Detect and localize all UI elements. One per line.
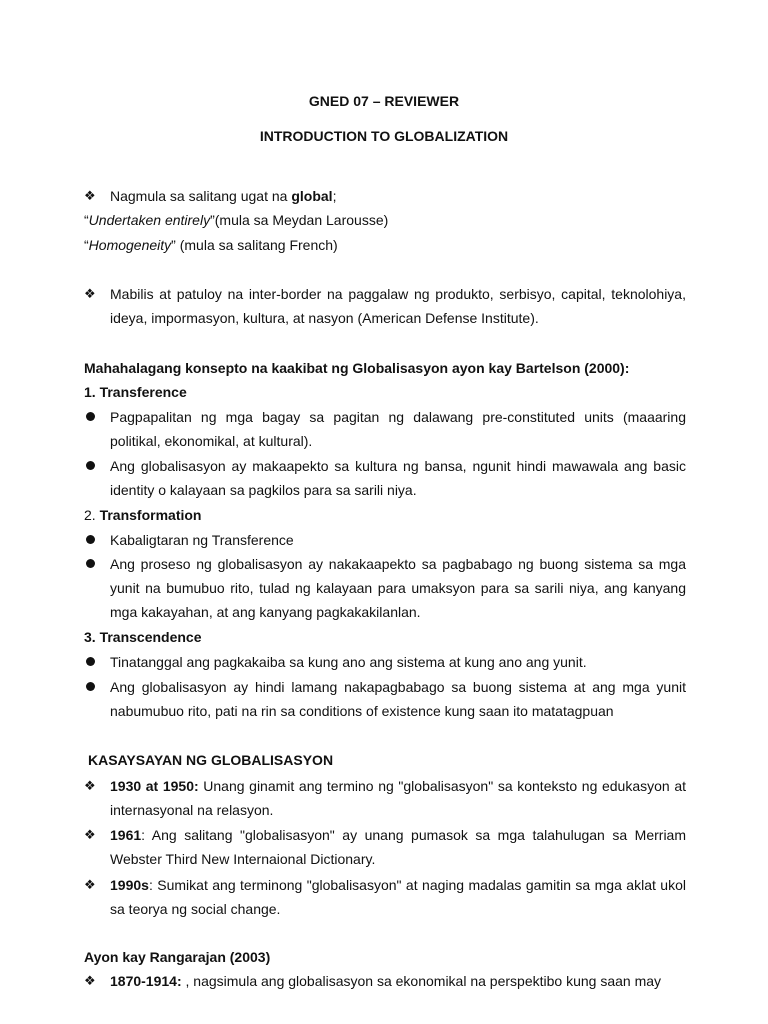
dot-bullet-icon [86, 682, 95, 691]
intro-item-origin: Nagmula sa salitang ugat na global; [110, 188, 337, 204]
diamond-bullet-icon: ❖ [84, 286, 96, 301]
transcendence-bullet-1: Tinatanggal ang pagkakaiba sa kung ano ang sistema at kung ano ang yunit. [110, 654, 587, 670]
transformation-bullet-2: Ang proseso ng globalisasyon ay nakakaapekto sa pagbabago ng buong sistema sa mga yunit na bumubuo rito, tulad ng kalayaan para umaksyon para sa sarili niya, ang kanyang mga kakayahan, at ang kanyang pagkakakilanlan. [110, 556, 686, 620]
diamond-bullet-icon: ❖ [84, 778, 96, 793]
dot-bullet-icon [86, 657, 95, 666]
transference-bullet-2: Ang globalisasyon ay makaapekto sa kultura ng bansa, ngunit hindi mawawala ang basic identity o kalayaan sa pagkilos para sa sarili niya. [110, 458, 686, 498]
dot-bullet-icon [86, 412, 95, 421]
dot-bullet-icon [86, 535, 95, 544]
history-item: 1990s: Sumikat ang terminong "globalisasyon" at naging madalas gamitin sa mga aklat ukol sa teorya ng social change. [110, 877, 686, 917]
rangarajan-item: 1870-1914: , nagsimula ang globalisasyon sa ekonomikal na perspektibo kung saan may [110, 973, 662, 989]
section-transference-title: 1. Transference [84, 384, 187, 400]
section-transcendence-title: 3. Transcendence [84, 629, 202, 645]
diamond-bullet-icon: ❖ [84, 827, 96, 842]
diamond-bullet-icon: ❖ [84, 877, 96, 892]
transformation-bullet-1: Kabaligtaran ng Transference [110, 532, 294, 548]
rangarajan-heading: Ayon kay Rangarajan (2003) [84, 949, 271, 965]
diamond-bullet-icon: ❖ [84, 973, 96, 988]
intro-item-definition: Mabilis at patuloy na inter-border na paggalaw ng produkto, serbisyo, capital, teknolohiya, ideya, impormasyon, kultura, at nasyon (American Defense Institute). [110, 286, 686, 326]
transcendence-bullet-2: Ang globalisasyon ay hindi lamang nakapagbabago sa buong sistema at ang mga yunit nabumubuo rito, pati na rin sa conditions of existence kung saan ito matatagpuan [110, 679, 686, 719]
document-subtitle: INTRODUCTION TO GLOBALIZATION [259, 128, 509, 144]
dot-bullet-icon [86, 559, 95, 568]
intro-line-homogeneity: “Homogeneity” (mula sa salitang French) [84, 237, 338, 253]
section-transformation-title: 2. Transformation [84, 507, 202, 523]
diamond-bullet-icon: ❖ [84, 188, 96, 203]
history-heading: KASAYSAYAN NG GLOBALISASYON [88, 752, 334, 768]
history-item: 1961: Ang salitang "globalisasyon" ay unang pumasok sa mga talahulugan sa Merriam Webster Third New Internaional Dictionary. [110, 827, 686, 867]
dot-bullet-icon [86, 461, 95, 470]
concepts-heading: Mahahalagang konsepto na kaakibat ng Globalisasyon ayon kay Bartelson (2000): [84, 360, 630, 376]
document-title: GNED 07 – REVIEWER [308, 93, 460, 109]
history-item: 1930 at 1950: Unang ginamit ang termino ng "globalisasyon" sa konteksto ng edukasyon at internasyonal na relasyon. [110, 778, 686, 818]
intro-line-undertaken: “Undertaken entirely”(mula sa Meydan Larousse) [84, 212, 389, 228]
transference-bullet-1: Pagpapalitan ng mga bagay sa pagitan ng dalawang pre-constituted units (maaaring politikal, ekonomikal, at kultural). [110, 409, 686, 449]
